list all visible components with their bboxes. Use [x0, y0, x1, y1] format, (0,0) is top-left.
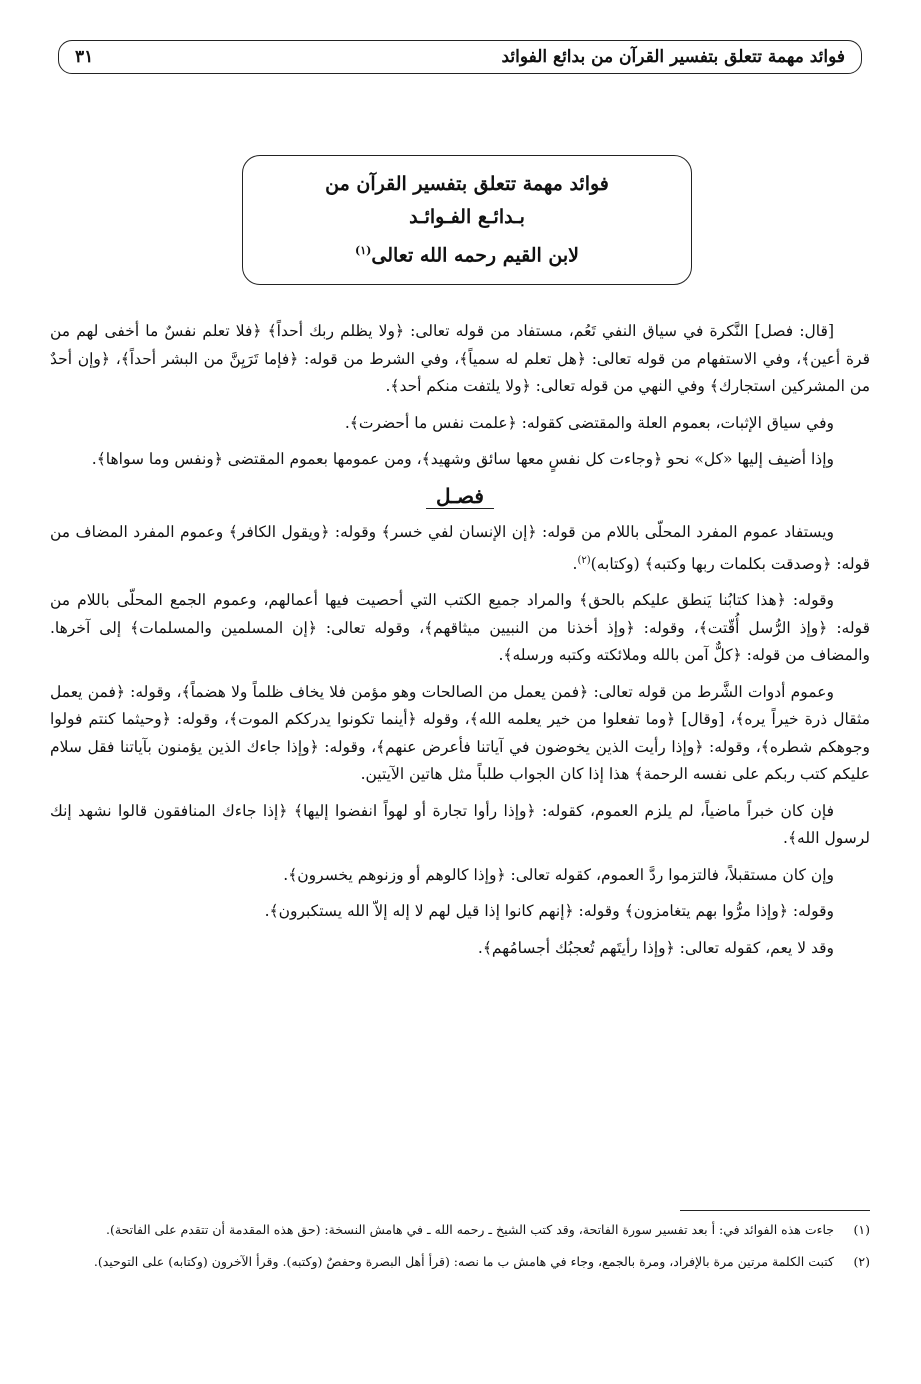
- footnotes: [50, 1218, 870, 1282]
- title-line-2: بـدائـع الفـوائـد: [409, 205, 525, 228]
- section-heading: [50, 483, 870, 511]
- chapter-title-box: [242, 155, 692, 285]
- footnote: [50, 1218, 870, 1241]
- paragraph: وقد لا يعم، كقوله تعالى: ﴿وإذا رأيتَهم تُعجبُك أجسامُهم﴾.: [477, 938, 834, 957]
- paragraph: فإن كان خبراً ماضياً، لم يلزم العموم، كقوله: ﴿وإذا رأوا تجارة أو لهواً انفضوا إليها﴾ ﴿إذا جاءك المنافقون قالوا نشهد إنك لرسول الله﴾.: [50, 801, 870, 848]
- title-line-3-text: لابن القيم رحمه الله تعالى: [371, 244, 579, 267]
- page-number: ٣١: [75, 47, 94, 67]
- main-text: [50, 318, 870, 971]
- section-heading-text: فصـل: [426, 484, 494, 509]
- paragraph-text: ويستفاد عموم المفرد المحلّى باللام من قوله: ﴿إن الإنسان لفي خسر﴾ وقوله: ﴿ويقول الكافر﴾ وعموم المفرد المضاف من قوله: ﴿وصدقت بكلمات ربها وكتبه﴾ (وكتابه): [50, 523, 870, 573]
- paragraph: [قال: فصل] النَّكرة في سياق النفي تَعُم، مستفاد من قوله تعالى: ﴿ولا يظلم ربك أحداً﴾ ﴿فلا تعلم نفسٌ ما أخفى لهم من قرة أعين﴾، وفي الاستفهام من قوله تعالى: ﴿هل تعلم له سمياً﴾، وفي الشرط من قوله: ﴿فإما تَرَيِنَّ من البشر أحداً﴾، ﴿وإن أحدٌ من المشركين استجارك﴾ وفي النهي من قوله تعالى: ﴿ولا يلتفت منكم أحد﴾.: [50, 322, 870, 395]
- paragraph: وإذا أضيف إليها «كل» نحو ﴿وجاءت كل نفسٍ معها سائق وشهيد﴾، ومن عمومها بعموم المقتضى ﴿ونفس وما سواها﴾.: [91, 450, 834, 468]
- paragraph: وإن كان مستقبلاً، فالتزموا ردَّ العموم، كقوله تعالى: ﴿وإذا كالوهم أو وزنوهم يخسرون﴾.: [283, 865, 834, 884]
- footnote-divider: [680, 1210, 870, 1211]
- footnote-number: (٢): [853, 1254, 870, 1269]
- running-title: فوائد مهمة تتعلق بتفسير القرآن من بدائع الفوائد: [501, 47, 845, 67]
- footnote-ref-1: (١): [355, 243, 372, 257]
- title-line-3: [355, 234, 579, 272]
- footnote: [50, 1250, 870, 1273]
- paragraph-end: .: [572, 554, 578, 573]
- running-header: [58, 40, 862, 74]
- footnote-ref-2: (٢): [577, 554, 591, 566]
- footnote-text: كتبت الكلمة مرتين مرة بالإفراد، ومرة بالجمع، وجاء في هامش ب ما نصه: (قرأ أهل البصرة وحفصٌ (وكتبه). وقرأ الآخرون (وكتابه) على التوحيد).: [93, 1254, 834, 1269]
- footnote-number: (١): [853, 1222, 870, 1237]
- paragraph: وقوله: ﴿هذا كتابُنا يَنطق عليكم بالحق﴾ والمراد جميع الكتب التي أحصيت فيها أعمالهم، وعموم الجمع المحلّى باللام من قوله: ﴿وإذ الرُّسل أُقّتت﴾، وقوله: ﴿وإذ أخذنا من النبيين ميثاقهم﴾، وقوله تعالى: ﴿إن المسلمين والمسلمات﴾ إلى آخرها. والمضاف من قوله: ﴿كلٌّ آمن بالله وملائكته وكتبه ورسله﴾.: [50, 591, 870, 665]
- paragraph: وعموم أدوات الشَّرط من قوله تعالى: ﴿فمن يعمل من الصالحات وهو مؤمن فلا يخاف ظلماً ولا هضماً﴾، وقوله: ﴿فمن يعمل مثقال ذرة خيراً يره﴾، [وقال] ﴿وما تفعلوا من خير يعلمه الله﴾، وقوله ﴿أينما تكونوا يدرككم الموت﴾، وقوله: ﴿وحيثما كنتم فولوا وجوهكم شطره﴾، وقوله: ﴿وإذا رأيت الذين يخوضون في آياتنا فأعرض عنهم﴾، وقوله: ﴿وإذا جاءك الذين يؤمنون بآياتنا فقل سلام عليكم كتب ربكم على نفسه الرحمة﴾ هذا إذا كان الجواب طلباً مثل هاتين الآيتين.: [50, 682, 870, 784]
- paragraph: وقوله: ﴿وإذا مرُّوا بهم يتغامزون﴾ وقوله: ﴿إنهم كانوا إذا قيل لهم لا إله إلاّ الله يستكبرون﴾.: [264, 902, 834, 921]
- paragraph: [50, 519, 870, 578]
- paragraph: وفي سياق الإثبات، بعموم العلة والمقتضى كقوله: ﴿علمت نفس ما أحضرت﴾.: [344, 413, 834, 432]
- footnote-text: جاءت هذه الفوائد في: أ بعد تفسير سورة الفاتحة، وقد كتب الشيخ ـ رحمه الله ـ في هامش النسخة: (حق هذه المقدمة أن تتقدم على الفاتحة).: [106, 1222, 834, 1237]
- title-line-1: فوائد مهمة تتعلق بتفسير القرآن من: [325, 172, 609, 195]
